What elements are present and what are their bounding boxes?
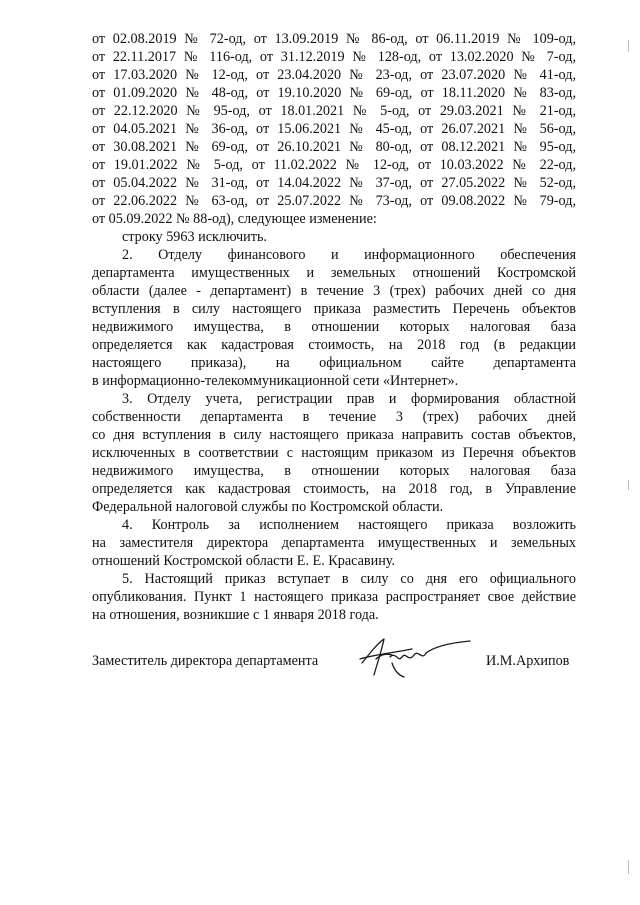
text-line: Федеральной налоговой службы по Костромской области. — [92, 499, 444, 515]
text-line: от 22.11.2017 № 116-од, от 31.12.2019 № 128-од, от 13.02.2020 № 7-од, — [92, 49, 576, 65]
text-line: на отношения, возникшие с 1 января 2018 года. — [92, 607, 379, 623]
handwritten-signature — [352, 633, 482, 681]
paragraph-3-start: 3. Отделу учета, регистрации прав и формирования областной — [122, 391, 576, 407]
text-line: области (далее - департамент) в течение 3 (трех) рабочих дней со дня — [92, 283, 576, 299]
text-line: вступления в силу настоящего приказа разместить Перечень объектов — [92, 301, 576, 317]
text-line: от 01.09.2020 № 48-од, от 19.10.2020 № 69-од, от 18.11.2020 № 83-од, — [92, 85, 576, 101]
signature-name: И.М.Архипов — [486, 653, 570, 669]
paragraph-4-start: 4. Контроль за исполнением настоящего приказа возложить — [122, 517, 576, 533]
text-line: определяется как кадастровая стоимость, на 2018 год, в Управление — [92, 481, 576, 497]
text-line: исключенных в соответствии с настоящим приказом из Перечня объектов — [92, 445, 576, 461]
text-line: настоящего приказа), на официальном сайте департамента — [92, 355, 576, 371]
text-line: от 04.05.2021 № 36-од, от 15.06.2021 № 45-од, от 26.07.2021 № 56-од, — [92, 121, 576, 137]
text-line: на заместителя директора департамента имущественных и земельных — [92, 535, 576, 551]
scan-edge-mark — [628, 40, 629, 52]
text-line: от 05.09.2022 № 88-од), следующее изменение: — [92, 211, 377, 227]
paragraph-2-start: 2. Отделу финансового и информационного обеспечения — [122, 247, 576, 263]
text-line: от 02.08.2019 № 72-од, от 13.09.2019 № 86-од, от 06.11.2019 № 109-од, — [92, 31, 576, 47]
text-line: от 05.04.2022 № 31-од, от 14.04.2022 № 37-од, от 27.05.2022 № 52-од, — [92, 175, 576, 191]
scan-edge-mark — [628, 480, 629, 490]
text-line: строку 5963 исключить. — [122, 229, 267, 245]
paragraph-5-start: 5. Настоящий приказ вступает в силу со дня его официального — [122, 571, 576, 587]
scan-edge-mark — [628, 860, 629, 874]
text-line: собственности департамента в течение 3 (трех) рабочих дней — [92, 409, 576, 425]
text-line: недвижимого имущества, в отношении которых налоговая база — [92, 463, 576, 479]
text-line: от 22.12.2020 № 95-од, от 18.01.2021 № 5-од, от 29.03.2021 № 21-од, — [92, 103, 576, 119]
text-line: опубликования. Пункт 1 настоящего приказа распространяет свое действие — [92, 589, 576, 605]
document-body — [92, 30, 576, 624]
text-line: от 17.03.2020 № 12-од, от 23.04.2020 № 23-од, от 23.07.2020 № 41-од, — [92, 67, 576, 83]
text-line: от 19.01.2022 № 5-од, от 11.02.2022 № 12-од, от 10.03.2022 № 22-од, — [92, 157, 576, 173]
text-line: департамента имущественных и земельных отношений Костромской — [92, 265, 576, 281]
text-line: определяется как кадастровая стоимость, на 2018 год (в редакции — [92, 337, 576, 353]
signature-position: Заместитель директора департамента — [92, 653, 319, 669]
text-line: от 30.08.2021 № 69-од, от 26.10.2021 № 80-од, от 08.12.2021 № 95-од, — [92, 139, 576, 155]
text-line: от 22.06.2022 № 63-од, от 25.07.2022 № 73-од, от 09.08.2022 № 79-од, — [92, 193, 576, 209]
text-line: со дня вступления в силу настоящего приказа направить состав объектов, — [92, 427, 576, 443]
text-line: в информационно-телекоммуникационной сети «Интернет». — [92, 373, 459, 389]
text-line: отношений Костромской области Е. Е. Красавину. — [92, 553, 396, 569]
text-line: недвижимого имущества, в отношении которых налоговая база — [92, 319, 576, 335]
